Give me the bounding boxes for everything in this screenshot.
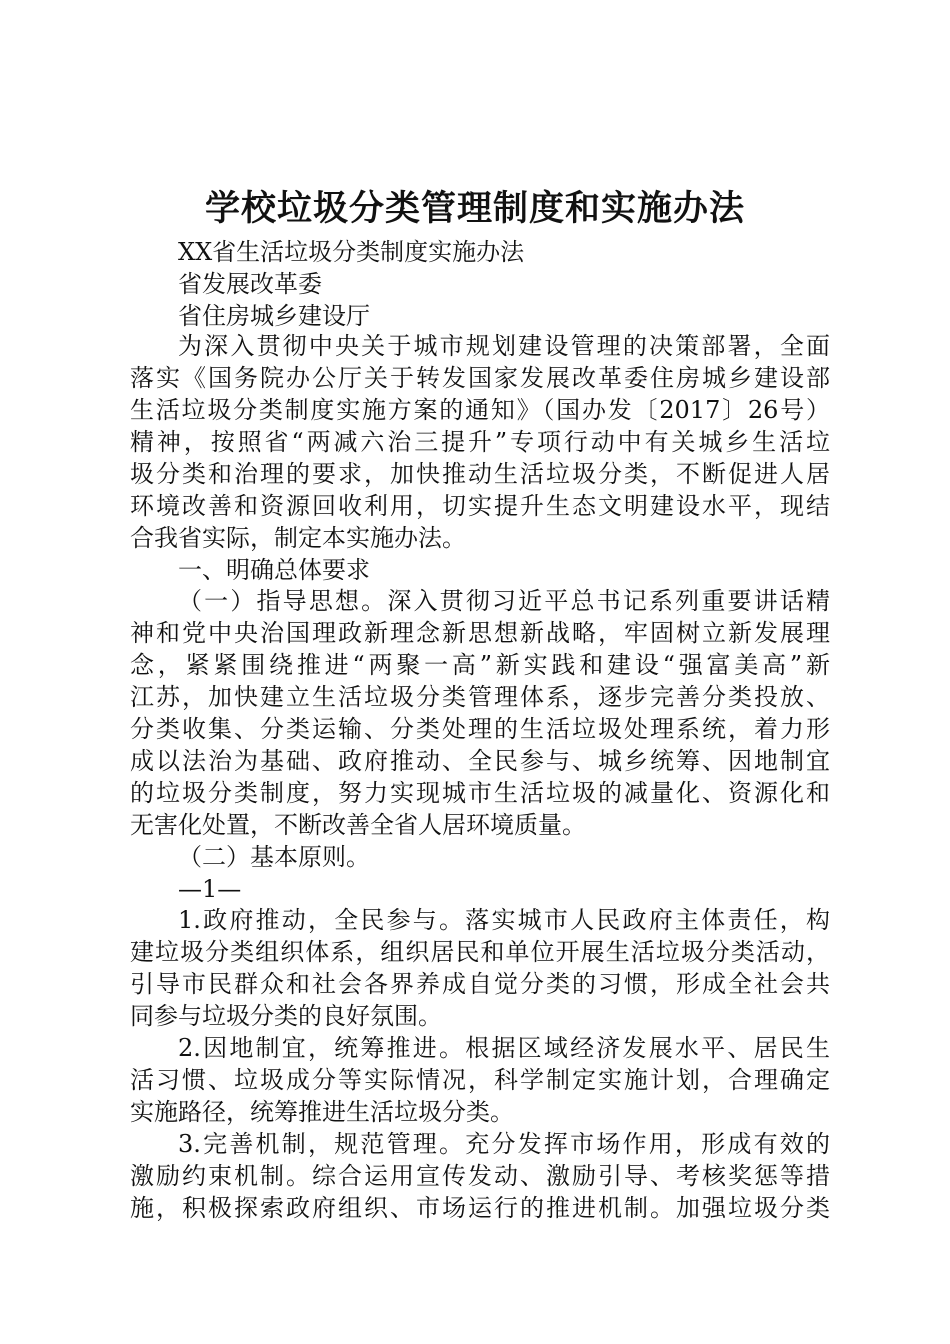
paragraph-line: 江苏，加快建立生活垃圾分类管理体系，逐步完善分类投放、 [130, 683, 830, 711]
paragraph-line: 环境改善和资源回收利用，切实提升生态文明建设水平，现结 [130, 492, 830, 520]
paragraph-line: 建垃圾分类组织体系，组织居民和单位开展生活垃圾分类活动， [130, 938, 830, 966]
paragraph-line: 激励约束机制。综合运用宣传发动、激励引导、考核奖惩等措 [130, 1162, 830, 1190]
paragraph-line: （一）指导思想。深入贯彻习近平总书记系列重要讲话精 [178, 587, 830, 615]
paragraph-line: 施，积极探索政府组织、市场运行的推进机制。加强垃圾分类 [130, 1194, 830, 1222]
section-heading: （二）基本原则。 [178, 843, 370, 871]
issuer-line: 省发展改革委 [178, 270, 322, 298]
paragraph-line: 同参与垃圾分类的良好氛围。 [130, 1002, 442, 1030]
document-title: 学校垃圾分类管理制度和实施办法 [204, 189, 745, 229]
paragraph-line: 引导市民群众和社会各界养成自觉分类的习惯，形成全社会共 [130, 970, 830, 998]
subtitle-line: XX省生活垃圾分类制度实施办法 [178, 238, 525, 266]
paragraph-line: 圾分类和治理的要求，加快推动生活垃圾分类，不断促进人居 [130, 460, 830, 488]
paragraph-line: 实施路径，统筹推进生活垃圾分类。 [130, 1098, 514, 1126]
issuer-line: 省住房城乡建设厅 [178, 302, 370, 330]
paragraph-line: 成以法治为基础、政府推动、全民参与、城乡统筹、因地制宜 [130, 747, 830, 775]
paragraph-line: 2.因地制宜，统筹推进。根据区域经济发展水平、居民生 [178, 1034, 830, 1062]
paragraph-line: 3.完善机制，规范管理。充分发挥市场作用，形成有效的 [178, 1130, 830, 1158]
paragraph-line: 无害化处置，不断改善全省人居环境质量。 [130, 811, 586, 839]
paragraph-line: 分类收集、分类运输、分类处理的生活垃圾处理系统，着力形 [130, 715, 830, 743]
paragraph-line: 1.政府推动，全民参与。落实城市人民政府主体责任，构 [178, 906, 830, 934]
paragraph-line: 合我省实际，制定本实施办法。 [130, 524, 466, 552]
paragraph-line: 精神，按照省“两减六治三提升”专项行动中有关城乡生活垃 [130, 428, 830, 456]
paragraph-line: 为深入贯彻中央关于城市规划建设管理的决策部署，全面 [178, 332, 830, 360]
section-heading: 一、明确总体要求 [178, 556, 370, 584]
paragraph-line: 活习惯、垃圾成分等实际情况，科学制定实施计划，合理确定 [130, 1066, 830, 1094]
page-number: —1— [178, 875, 242, 903]
paragraph-line: 神和党中央治国理政新理念新思想新战略，牢固树立新发展理 [130, 619, 830, 647]
paragraph-line: 生活垃圾分类制度实施方案的通知》（国办发〔2017〕26号） [130, 396, 830, 424]
paragraph-line: 落实《国务院办公厅关于转发国家发展改革委住房城乡建设部 [130, 364, 830, 392]
paragraph-line: 念，紧紧围绕推进“两聚一高”新实践和建设“强富美高”新 [130, 651, 830, 679]
paragraph-line: 的垃圾分类制度，努力实现城市生活垃圾的减量化、资源化和 [130, 779, 830, 807]
